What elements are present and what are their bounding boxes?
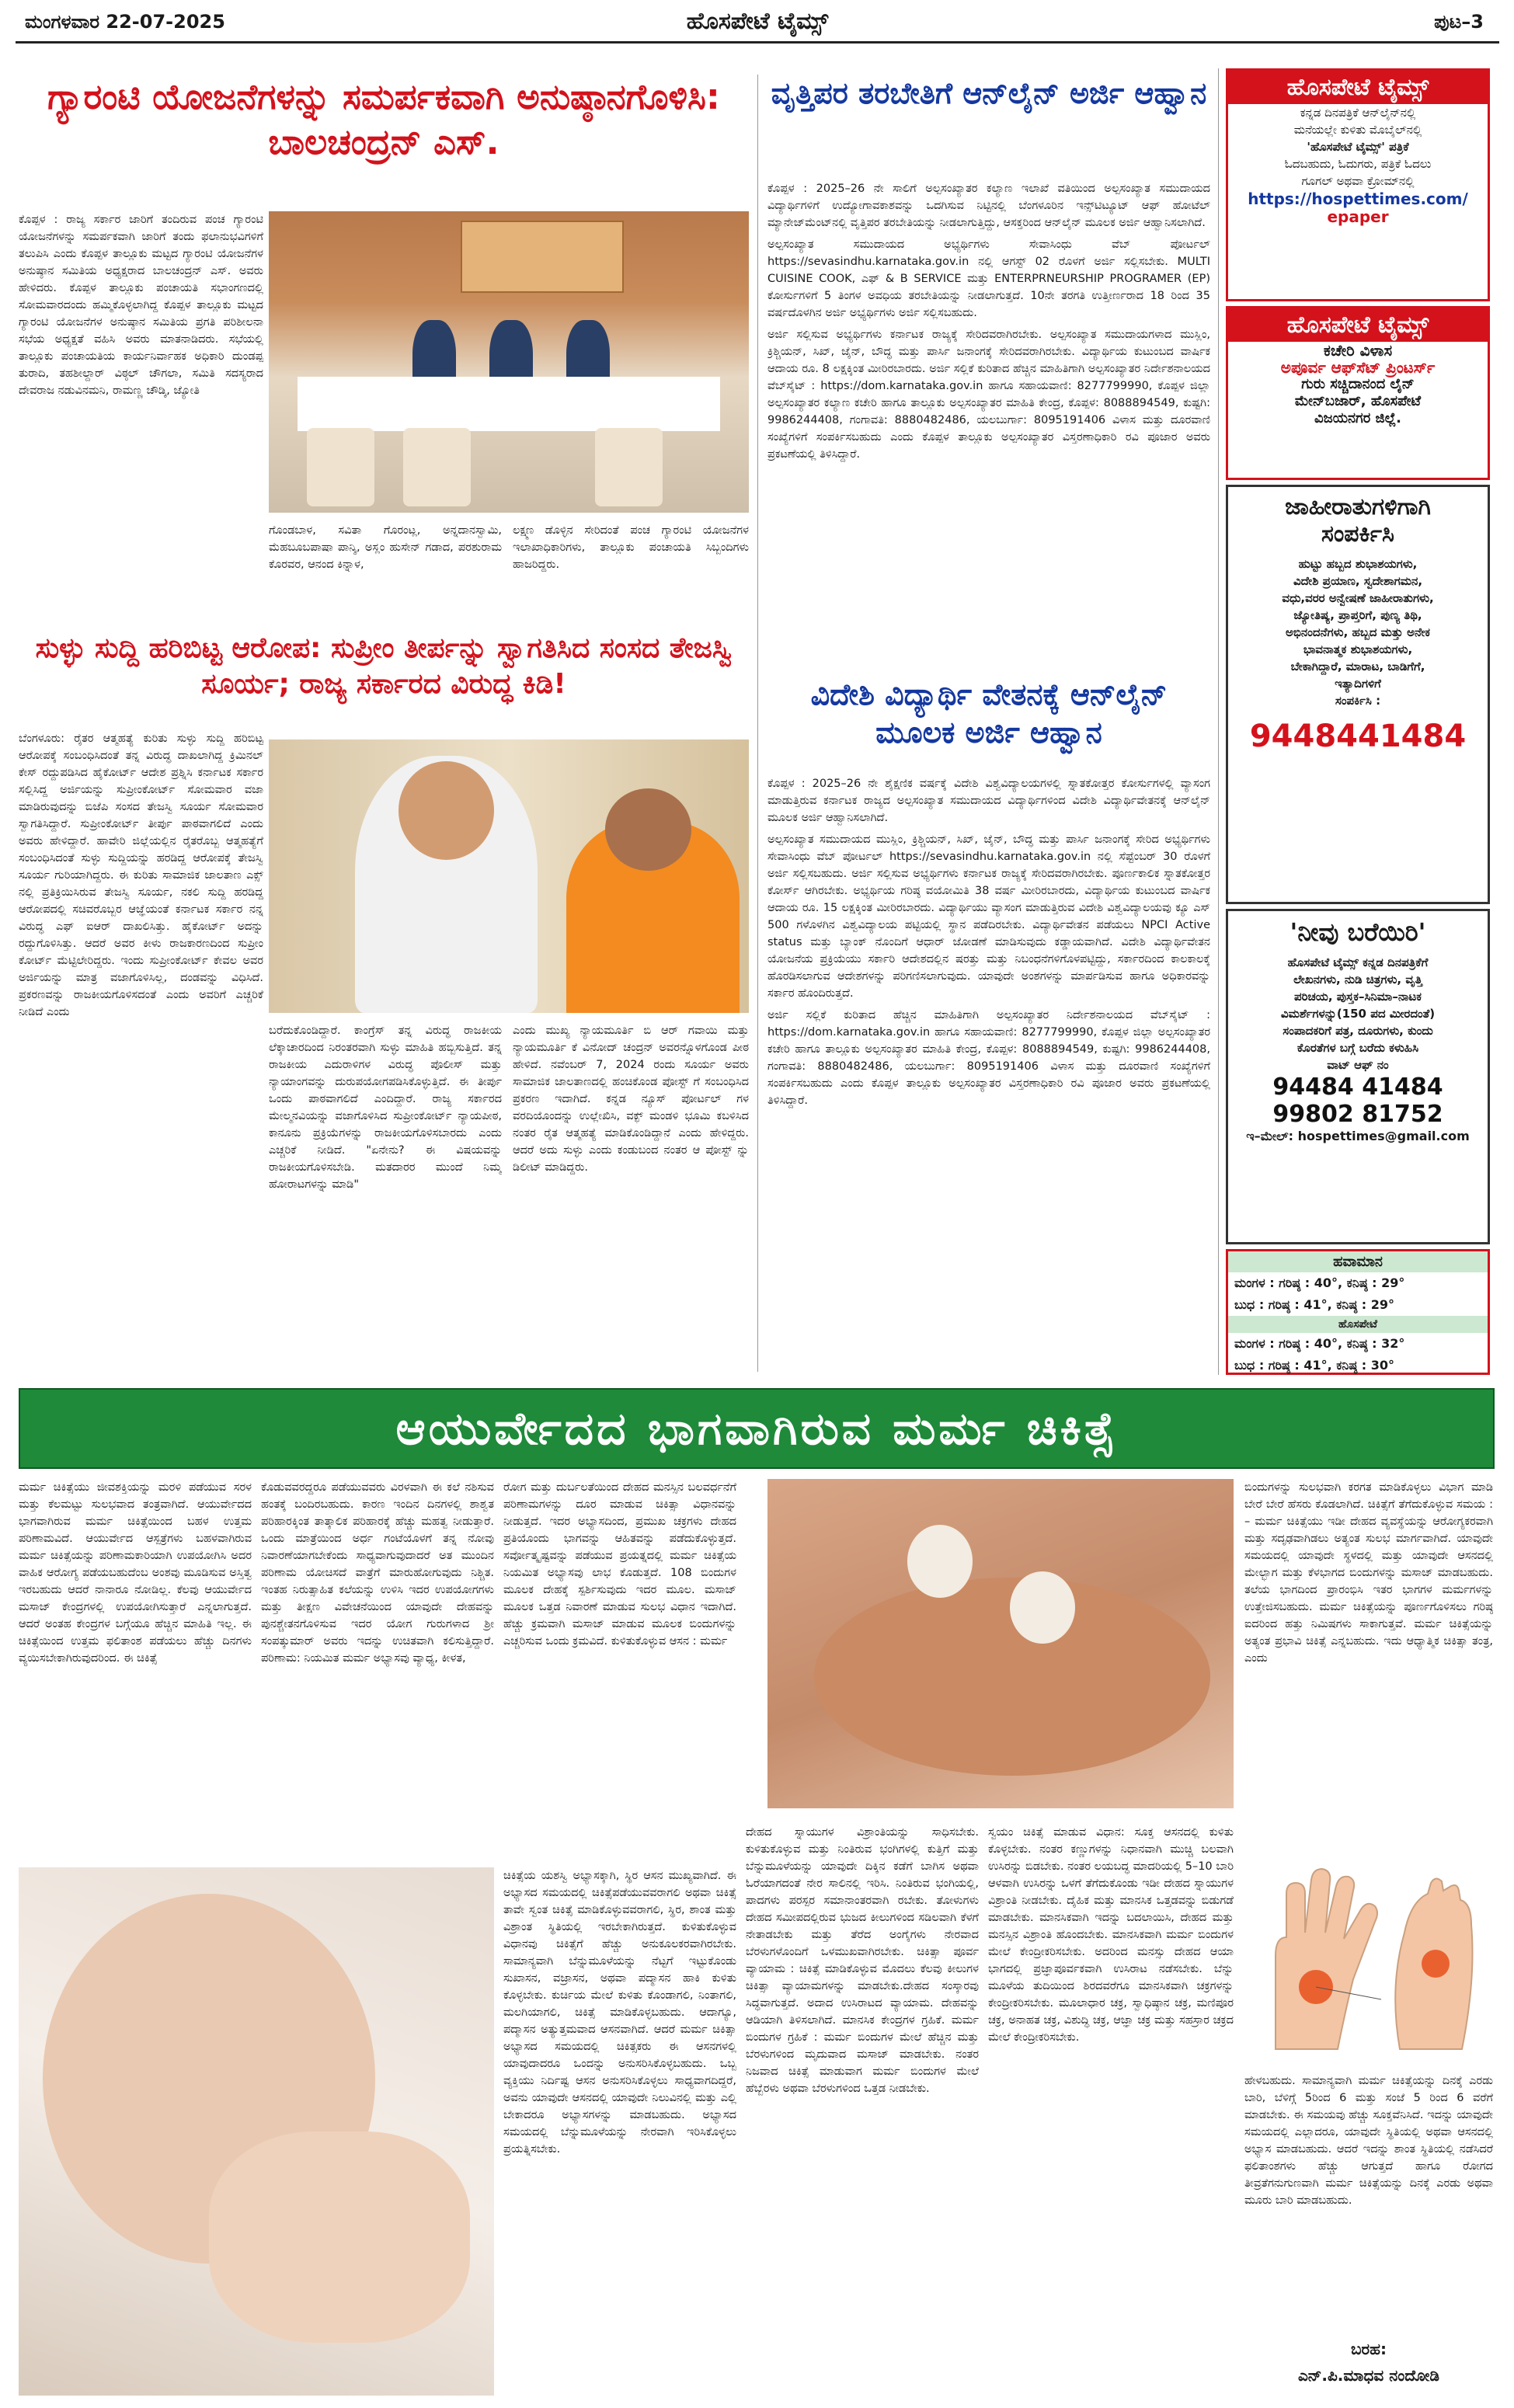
article2-col2: ಬರೆದುಕೊಂಡಿದ್ದಾರೆ. ಕಾಂಗ್ರೆಸ್ ತನ್ನ ವಿರುದ್ಧ ರಾಜಕೀಯ ಲೆಕ್ಕಾಚಾರದಿಂದ ನಿರಂತರವಾಗಿ ಸುಳ್ಳು ಮಾಹಿತಿ ಹಬ್ಬಿಸುತ್ತಿದೆ. ತನ್ನ ರಾಜಕೀಯ ಎದುರಾಳಿಗಳ ವಿರುದ್ಧ ಪೊಲೀಸ್ ಮತ್ತು ನ್ಯಾಯಾಂಗವನ್ನು ದುರುಪಯೋಗಪಡಿಸಿಕೊಳ್ಳುತ್ತಿದೆ. ಈ ತೀರ್ಪು ಒಂದು ಪಾಠವಾಗಲಿದೆ ಎಂದಿದ್ದಾರೆ. ರಾಜ್ಯ ಸರ್ಕಾರದ ಮೇಲ್ಮನವಿಯನ್ನು ವಜಾಗೊಳಿಸಿದ ಸುಪ್ರೀಂಕೋರ್ಟ್ ನ್ಯಾಯಪೀಠ, ಕಾನೂನು ಪ್ರಕ್ರಿಯೆಗಳನ್ನು ರಾಜಕೀಯಗೊಳಿಸಬಾರದು ಎಂದು ಎಚ್ಚರಿಕೆ ನೀಡಿದೆ. "ಏನೇನು? ಈ ವಿಷಯವನ್ನು ರಾಜಕೀಯಗೊಳಿಸಬೇಡಿ. ಮತದಾರರ ಮುಂದೆ ನಿಮ್ಮ ಹೋರಾಟಗಳನ್ನು ಮಾಡಿ": [269, 1025, 502, 1191]
office-line: ಕಚೇರಿ ವಿಳಾಸ: [1323, 341, 1393, 360]
article1-headline: ಗ್ಯಾರಂಟಿ ಯೋಜನೆಗಳನ್ನು ಸಮರ್ಪಕವಾಗಿ ಅನುಷ್ಠಾನಗೊಳಿಸಿ: ಬಾಲಚಂದ್ರನ್ ಎಸ್.: [47, 76, 720, 162]
weather-koppal-tue: ಮಂಗಳ : ಗರಿಷ್ಠ : 40°, ಕನಿಷ್ಠ : 29°: [1234, 1275, 1405, 1290]
mp-photo: [269, 739, 749, 1013]
weather-koppal-wed: ಬುಧ : ಗರಿಷ್ಠ : 41°, ಕನಿಷ್ಠ : 29°: [1234, 1297, 1395, 1312]
byline-label: ಬರಹ:: [1351, 2340, 1387, 2358]
article1-col3: ಲಕ್ಷ್ಮಣ ಡೊಳ್ಳಿನ ಸೇರಿದಂತೆ ಪಂಚ ಗ್ಯಾರಂಟಿ ಯೋಜನೆಗಳ ಇಲಾಖಾಧಿಕಾರಿಗಳು, ತಾಲ್ಲೂಕು ಪಂಚಾಯತಿ ಸಿಬ್ಬಂದಿಗಳು ಹಾಜರಿದ್ದರು.: [513, 524, 749, 571]
weather-title: ಹವಾಮಾನ: [1228, 1251, 1488, 1272]
article4-paragraph: ಕೊಪ್ಪಳ : 2025–26 ನೇ ಶೈಕ್ಷಣಿಕ ವರ್ಷಕ್ಕೆ ವಿದೇಶಿ ವಿಶ್ವವಿದ್ಯಾಲಯಗಳಲ್ಲಿ ಸ್ನಾತಕೋತ್ತರ ಕೋರ್ಸುಗಳಲ್ಲಿ ವ್ಯಾಸಂಗ ಮಾಡುತ್ತಿರುವ ಕರ್ನಾಟಕ ರಾಜ್ಯದ ಅಲ್ಪಸಂಖ್ಯಾತ ಸಮುದಾಯದ ವಿದ್ಯಾರ್ಥಿಗಳಿಂದ ವಿದೇಶಿ ವಿದ್ಯಾರ್ಥಿವೇತನಕ್ಕೆ ಆನ್‌ಲೈನ್ ಮೂಲಕ ಅರ್ಜಿ ಆಹ್ವಾನಿಸಲಾಗಿದೆ.: [767, 778, 1210, 824]
epaper-tag: epaper: [1327, 207, 1389, 226]
office-line: ಅಪೂರ್ವ ಆಫ್‌ಸೆಟ್ ಪ್ರಿಂಟರ್ಸ್: [1280, 358, 1436, 377]
feature-band: [19, 1388, 1495, 1469]
epaper-line: 'ಹೊಸಪೇಟೆ ಟೈಮ್ಸ್' ಪತ್ರಿಕೆ: [1307, 140, 1409, 154]
meeting-chair: [307, 428, 374, 506]
ads-box: [1226, 485, 1490, 904]
feature-col4: ಬಿಂದುಗಳನ್ನು ಸುಲಭವಾಗಿ ಕರಗತ ಮಾಡಿಕೊಳ್ಳಲು ವಿಭಾಗ ಮಾಡಿ ಬೇರೆ ಬೇರೆ ಹೆಸರು ಕೊಡಲಾಗಿದೆ. ಚಿಕಿತ್ಸೆಗೆ ತೆಗೆದುಕೊಳ್ಳುವ ಸಮಯ : – ಮರ್ಮ ಚಿಕಿತ್ಸೆಯು ಇಡೀ ದೇಹದ ವ್ಯವಸ್ಥೆಯನ್ನು ಆರೋಗ್ಯಕರವಾಗಿ ಮತ್ತು ಸದೃಢವಾಗಿಡಲು ಅತ್ಯಂತ ಸುಲಭ ಮಾರ್ಗವಾಗಿದೆ. ಯಾವುದೇ ಸಮಯದಲ್ಲಿ ಯಾವುದೇ ಸ್ಥಳದಲ್ಲಿ ಮತ್ತು ಯಾವುದೇ ಆಸನದಲ್ಲಿ ಮೇಲ್ಭಾಗ ಮತ್ತು ಕೆಳಭಾಗದ ಬಿಂದುಗಳನ್ನು ಮಸಾಜ್ ಮಾಡಬಹುದು. ತಲೆಯ ಭಾಗದಿಂದ ಪ್ರಾರಂಭಿಸಿ ಇತರ ಭಾಗಗಳ ಮರ್ಮಗಳನ್ನು ಉತ್ತೇಜಿಸಬಹುದು. ಮರ್ಮ ಚಿಕಿತ್ಸೆಯನ್ನು ಪೂರ್ಣಗೊಳಿಸಲು ಗರಿಷ್ಠ ಐದರಿಂದ ಹತ್ತು ನಿಮಿಷಗಳು ಸಾಕಾಗುತ್ತವೆ. ಮರ್ಮ ಚಿಕಿತ್ಸೆಯನ್ನು ಅತ್ಯಂತ ಪ್ರಭಾವಿ ಚಿಕಿತ್ಸೆ ಎನ್ನಬಹುದು. ಇದು ಆಧ್ಯಾತ್ಮಿಕ ಚಿಕಿತ್ಸಾ ತಂತ್ರ, ಎಂದು: [1244, 1481, 1493, 1665]
article1-col2: ಗೊಂಡಬಾಳ, ಸವಿತಾ ಗೊರಂಟ್ಲ, ಅನ್ನದಾನಸ್ವಾಮಿ, ಮೆಹಬೂಬಪಾಷಾ ಪಾನ್ಶಿ, ಅಸ್ಲಂ ಹುಸೇನ್ ಗಡಾದ, ಪರಶುರಾಮ ಕೊರವರ, ಆನಂದ ಕಿನ್ನಾಳ,: [269, 524, 502, 571]
ads-line: ಜ್ಯೋತಿಷ್ಯ, ಪ್ರಾಪ್ತರಿಗೆ, ಪುಣ್ಯ ತಿಥಿ,: [1293, 608, 1422, 622]
column-rule: [757, 75, 758, 1372]
epaper-link[interactable]: https://hospettimes.com/: [1248, 190, 1468, 208]
mp-face: [399, 761, 495, 860]
meeting-photo: [269, 211, 749, 513]
write-box: [1226, 909, 1490, 1244]
article3-headline: ವೃತ್ತಿಪರ ತರಬೇತಿಗೆ ಆನ್‌ಲೈನ್ ಅರ್ಜಿ ಆಹ್ವಾನ: [771, 76, 1207, 110]
marma-point: [1422, 1950, 1450, 1978]
article3-body: [767, 180, 1210, 668]
ads-line: ವಧು,ವರರ ಅನ್ವೇಷಣೆ ಜಾಹೀರಾತುಗಳು,: [1282, 591, 1434, 605]
office-line: ಮೇನ್‌ಬಜಾರ್, ಹೊಸಪೇಟೆ: [1294, 393, 1422, 409]
write-line: ಲೇಖನಗಳು, ನುಡಿ ಚಿತ್ರಗಳು, ವೃತ್ತಿ: [1293, 973, 1422, 987]
ads-line: ಅಭಿನಂದನೆಗಳು, ಹಬ್ಬದ ಮತ್ತು ಅನೇಕ: [1285, 625, 1431, 639]
write-line: ಹೊಸಪೇಟೆ ಟೈಮ್ಸ್ ಕನ್ನಡ ದಿನಪತ್ರಿಕೆಗೆ: [1287, 955, 1429, 969]
marma-points-photo: [1244, 1863, 1493, 2063]
epaper-line: ಗೂಗಲ್ ಅಥವಾ ಕ್ರೋಮ್‌ನಲ್ಲಿ: [1301, 174, 1415, 188]
hand-shape: [1276, 1869, 1377, 2049]
epaper-logo: ಹೊಸಪೇಟೆ ಟೈಮ್ಸ್: [1228, 71, 1488, 104]
feature-title: ಆಯುರ್ವೇದದ ಭಾಗವಾಗಿರುವ ಮರ್ಮ ಚಿಕಿತ್ಸೆ: [395, 1402, 1118, 1455]
ads-line: ಹುಟ್ಟು ಹಬ್ಬದ ಶುಭಾಶಯಗಳು,: [1298, 557, 1418, 571]
sidebar: [1226, 68, 1490, 1375]
meeting-table: [298, 377, 720, 431]
feature-col3-top: ರೋಗ ಮತ್ತು ದುರ್ಬಲತೆಯಿಂದ ದೇಹದ ಮನಸ್ಸಿನ ಬಲವರ್ಧನೆಗೆ ಪರಿಣಾಮಗಳನ್ನು ದೂರ ಮಾಡುವ ಚಿಕಿತ್ಸಾ ವಿಧಾನವನ್ನು ನೀಡುತ್ತದೆ. ಇದರ ಅಭ್ಯಾಸದಿಂದ, ಪ್ರಮುಖ ಚಕ್ರಗಳು ದೇಹದ ಪ್ರತಿಯೊಂದು ಭಾಗವನ್ನು ಆಹಿತವನ್ನು ಪಡೆದುಕೊಳ್ಳುತ್ತದೆ. ಸರ್ವೋತ್ಕೃಷ್ಟವನ್ನು ಪಡೆಯುವ ಪ್ರಯತ್ನದಲ್ಲಿ ಮರ್ಮ ಚಿಕಿತ್ಸೆಯ ನಿಯಮಿತ ಅಭ್ಯಾಸವು ಲಾಭ ಕೊಡುತ್ತದೆ. 108 ಬಿಂದುಗಳ ಮೂಲಕ ದೇಹಕ್ಕೆ ಸ್ಪರ್ಶಿಸುವುದು ಇದರ ಮೂಲ. ಮಸಾಜ್ ಮೂಲಕ ಒತ್ತಡ ನಿವಾರಣೆ ಮಾಡುವ ಸುಲಭ ವಿಧಾನ ಇದಾಗಿದೆ. ಹೆಚ್ಚು ಕ್ರಮವಾಗಿ ಮಸಾಜ್ ಮಾಡುವ ಮೂಲಕ ಬಿಂದುಗಳನ್ನು ಎಚ್ಚರಿಸುವ ಒಂದು ಕ್ರಮವಿದೆ. ಕುಳಿತುಕೊಳ್ಳುವ ಆಸನ : ಮರ್ಮ: [503, 1481, 736, 1648]
write-line: ವಿಮರ್ಶೆಗಳನ್ನು(150 ಪದ ಮೀರದಂತೆ): [1280, 1007, 1436, 1021]
epaper-box: [1226, 68, 1490, 301]
meeting-chair: [403, 428, 471, 506]
office-box: [1226, 306, 1490, 480]
article3-paragraph: ಕೊಪ್ಪಳ : 2025–26 ನೇ ಸಾಲಿಗೆ ಅಲ್ಪಸಂಖ್ಯಾತರ ಕಲ್ಯಾಣ ಇಲಾಖೆ ವತಿಯಿಂದ ಅಲ್ಪಸಂಖ್ಯಾತ ಸಮುದಾಯದ ವಿದ್ಯಾರ್ಥಿಗಳಿಗೆ ಉದ್ಯೋಗಾವಕಾಶವನ್ನು ಒದಗಿಸುವ ನಿಟ್ಟಿನಲ್ಲಿ ಬೆಂಗಳೂರಿನ ಇನ್ಸ್‌ಟಿಟ್ಯೂಟ್ ಆಫ್ ಹೋಟೆಲ್ ಮ್ಯಾನೇಜ್‌ಮೆಂಟ್‌ನಲ್ಲಿ ವೃತ್ತಿಪರ ತರಬೇತಿಯನ್ನು ನೀಡಲಾಗುತ್ತಿದ್ದು, ಆಸಕ್ತರಿಂದ ಆನ್‌ಲೈನ್ ಮೂಲಕ ಅರ್ಜಿ ಆಹ್ವಾನಿಸಲಾಗಿದೆ.: [767, 183, 1210, 229]
weather-box: [1226, 1249, 1490, 1375]
article4-paragraph: ಅಲ್ಪಸಂಖ್ಯಾತ ಸಮುದಾಯದ ಮುಸ್ಲಿಂ, ಕ್ರಿಶ್ಚಿಯನ್, ಸಿಖ್, ಜೈನ್, ಬೌದ್ಧ ಮತ್ತು ಪಾರ್ಸಿ ಜನಾಂಗಕ್ಕೆ ಸೇರಿದ ಅಭ್ಯರ್ಥಿಗಳು ಸೇವಾಸಿಂಧು ವೆಬ್ ಪೋರ್ಟಲ್ https://sevasindhu.karnataka.gov.in ನಲ್ಲಿ ಸೆಪ್ಟೆಂಬರ್ 30 ರೊಳಗೆ ಅರ್ಜಿ ಸಲ್ಲಿಸಬಹುದು. ಅರ್ಜಿ ಸಲ್ಲಿಸುವ ಅಭ್ಯರ್ಥಿಗಳು ಕರ್ನಾಟಕ ರಾಜ್ಯಕ್ಕೆ ಸೇರಿದವರಾಗಿರಬೇಕು. ಪೂರ್ಣಕಾಲಿಕ ಸ್ನಾತಕೋತ್ತರ ಕೋರ್ಸ್ ಆಗಿರಬೇಕು. ಅಭ್ಯರ್ಥಿಯ ಗರಿಷ್ಠ ವಯೋಮಿತಿ 38 ವರ್ಷ ಮೀರಿರಬಾರದು, ವಿದ್ಯಾರ್ಥಿಯ ಕುಟುಂಬದ ವಾರ್ಷಿಕ ಆದಾಯ ರೂ. 15 ಲಕ್ಷಕ್ಕಿಂತ ಮೀರಿರಬಾರದು. ವಿದ್ಯಾರ್ಥಿಯು ವ್ಯಾಸಂಗ ಮಾಡುತ್ತಿರುವ ವಿದೇಶಿ ವಿಶ್ವವಿದ್ಯಾಲಯವು ಕ್ಯೂ ಎಸ್ 500 ಗಳೊಳಗಿನ ವಿಶ್ವವಿದ್ಯಾಲಯ ಪಟ್ಟಿಯಲ್ಲಿ ಸ್ಥಾನ ಪಡೆದಿರಬೇಕು. ವಿದ್ಯಾರ್ಥಿವೇತನ ಪಡೆಯಲು NPCI Active status ಮತ್ತು ಬ್ಯಾಂಕ್ ನೊಂದಿಗೆ ಆಧಾರ್ ಜೋಡಣೆ ಮಾಡಿಸುವುದು ಕಡ್ಡಾಯವಾಗಿದೆ. ವಿದೇಶಿ ವಿದ್ಯಾರ್ಥಿವೇತನ ಯೋಜನೆಯ ಪ್ರಕ್ರಿಯೆಯು ಸರ್ಕಾರಿ ಆದೇಶದಲ್ಲಿನ ಷರತ್ತು ಮತ್ತು ನಿಬಂಧನೆಗಳಿಗೊಳಪಟ್ಟಿದ್ದು, ಸರ್ಕಾರದಿಂದ ಕಾಲಕಾಲಕ್ಕೆ ಹೊರಡಿಸಲಾಗುವ ಆದೇಶಗಳನ್ನು ಪರಿಗಣಿಸಲಾಗುವುದು. ಯಾವುದೇ ಅಂಶಗಳನ್ನು ಮಾರ್ಪಡಿಸುವ ಹಾಗೂ ಅಧಿಕಾರವನ್ನು ಸರ್ಕಾರ ಹೊಂದಿರುತ್ತದೆ.: [767, 833, 1210, 1000]
issue-date: ಮಂಗಳವಾರ 22-07-2025: [25, 11, 225, 33]
office-line: ವಿಜಯನಗರ ಜಿಲ್ಲೆ.: [1314, 410, 1401, 426]
weather-hospet-tue: ಮಂಗಳ : ಗರಿಷ್ಠ : 40°, ಕನಿಷ್ಠ : 32°: [1234, 1336, 1405, 1351]
ads-line: ಸಂಪರ್ಕಿಸಿ :: [1335, 694, 1381, 708]
epaper-line: ಕನ್ನಡ ದಿನಪತ್ರಿಕೆ ಆನ್‌ಲೈನ್‌ನಲ್ಲಿ: [1300, 106, 1416, 120]
newspaper-title: ಹೊಸಪೇಟೆ ಟೈಮ್ಸ್: [686, 8, 829, 35]
feature-col2-top: ಕೊಡುವವರದ್ದರೂ ಪಡೆಯುವವರು ವಿರಳವಾಗಿ ಈ ಕಲೆ ನಶಿಸುವ ಹಂತಕ್ಕೆ ಬಂದಿರಬಹುದು. ಕಾರಣ ಇಂದಿನ ದಿನಗಳಲ್ಲಿ ಶಾಶ್ವತ ಪರಿಹಾರಕ್ಕಿಂತ ತಾತ್ಕಾಲಿಕ ಪರಿಹಾರಕ್ಕೆ ಹೆಚ್ಚು ಮಹತ್ವ ನೀಡುತ್ತಾರೆ. ಒಂದು ಮಾತ್ರೆಯಿಂದ ಅರ್ಧ ಗಂಟೆಯೊಳಗೆ ತನ್ನ ನೋವು ನಿವಾರಣೆಯಾಗಬೇಕೆಂದು ಸಾಧ್ಯವಾಗುವುದಾದರೆ ಅತ ಮುಂದಿನ ಪರಿಣಾಮ ಯೋಚಿಸದೆ ವಾತ್ರೆಗೆ ಮಾರುಹೋಗುವುದು ನಿಶ್ಚಿತ. ಇಂತಹ ನಿರುತ್ಸಾಹಿತ ಕಲೆಯನ್ನು ಉಳಿಸಿ ಇದರ ಉಪಯೋಗಗಳು ಮತ್ತು ತೀಕ್ಷಣ ವಿವೇಚನೆಯಿಂದ ಯಾವುದೇ ದೇಹವನ್ನು ಪುನಶ್ಚೇತನಗೊಳಿಸುವ ಇದರ ಯೋಗ ಗುರುಗಳಾದ ಶ್ರೀ ಸಂಪತ್ಕುಮಾರ್ ಅವರು ಇದನ್ನು ಉಚಿತವಾಗಿ ಕಲಿಸುತ್ತಿದ್ದಾರೆ. ಪರಿಣಾಮ: ನಿಯಮಿತ ಮರ್ಮ ಅಭ್ಯಾಸವು ವ್ಯಾಧ್ಯ, ಕೀಳತ,: [261, 1481, 494, 1665]
write-title: 'ನೀವು ಬರೆಯಿರಿ': [1290, 917, 1426, 947]
ads-line: ವಿದೇಶಿ ಪ್ರಯಾಣ, ಸ್ವದೇಶಾಗಮನ,: [1293, 574, 1423, 588]
feature-col4-section: ಸ್ವಯಂ ಚಿಕಿತ್ಸೆ ಮಾಡುವ ವಿಧಾನ: ಸೂಕ್ತ ಆಸನದಲ್ಲಿ ಕುಳಿತು ಕೊಳ್ಳಬೇಕು. ನಂತರ ಕಣ್ಣುಗಳನ್ನು ನಿಧಾನವಾಗಿ ಮುಚ್ಚಿ ಬಲವಾಗಿ ಉಸಿರನ್ನು ಬಿಡಬೇಕು. ನಂತರ ಲಯಬದ್ಧ ಮಾದರಿಯಲ್ಲಿ 5–10 ಬಾರಿ ಆಳವಾಗಿ ಉಸಿರನ್ನು ಒಳಗೆ ತೆಗೆದುಕೊಂಡು ಇಡೀ ದೇಹದ ಸ್ನಾಯುಗಳ ವಿಶ್ರಾಂತಿ ನೀಡಬೇಕು. ದೈಹಿಕ ಮತ್ತು ಮಾನಸಿಕ ಒತ್ತಡವನ್ನು ಬಿಡುಗಡೆ ಮಾಡಬೇಕು. ಮಾನಸಿಕವಾಗಿ ಇದನ್ನು ಬದಲಾಯಿಸಿ, ದೇಹದ ಮತ್ತು ಮನಸ್ಸಿನ ವಿಶ್ರಾಂತಿ ಹೊಂದಬೇಕು. ಮಾನಸಿಕವಾಗಿ ಮರ್ಮ ಬಿಂದುಗಳ ಮೇಲೆ ಕೇಂದ್ರೀಕರಿಸಬೇಕು. ಅದರಿಂದ ಮನಸ್ಸು ದೇಹದ ಆಯಾ ಭಾಗದಲ್ಲಿ ಪ್ರಜ್ಞಾಪೂರ್ವಕವಾಗಿ ಉಸಿರಾಟ ನಡೆಸಬೇಕು. ಬೆನ್ನು ಮೂಳೆಯ ತುದಿಯಿಂದ ಶಿರದವರೆಗೂ ಮಾನಸಿಕವಾಗಿ ಚಕ್ರಗಳನ್ನು ಕೇಂದ್ರೀಕರಿಸಬೇಕು. ಮೂಲಾಧಾರ ಚಕ್ರ, ಸ್ವಾಧಿಷ್ಠಾನ ಚಕ್ರ, ಮಣಿಪೂರ ಚಕ್ರ, ಅನಾಹತ ಚಕ್ರ, ವಿಶುದ್ಧಿ ಚಕ್ರ, ಆಜ್ಞಾ ಚಕ್ರ ಮತ್ತು ಸಹಸ್ರಾರ ಚಕ್ರದ ಮೇಲೆ ಕೇಂದ್ರೀಕರಿಸಬೇಕು.: [988, 1826, 1234, 2044]
second-face: [605, 788, 691, 871]
article2-col3: ಎಂದು ಮುಖ್ಯ ನ್ಯಾಯಮೂರ್ತಿ ಬಿ ಆರ್ ಗವಾಯಿ ಮತ್ತು ನ್ಯಾಯಮೂರ್ತಿ ಕೆ ವಿನೋದ್ ಚಂದ್ರನ್ ಅವರನ್ನೊಳಗೊಂಡ ಪೀಠ ಹೇಳಿದೆ. ನವೆಂಬರ್ 7, 2024 ರಂದು ಸೂರ್ಯ ಅವರು ಸಾಮಾಜಿಕ ಜಾಲತಾಣದಲ್ಲಿ ಹಂಚಿಕೊಂಡ ಪೋಸ್ಟ್ ಗೆ ಸಂಬಂಧಿಸಿದ ಪ್ರಕರಣ ಇದಾಗಿದೆ. ಕನ್ನಡ ನ್ಯೂಸ್ ಪೋರ್ಟಲ್ ಗಳ ವರದಿಯೊಂದನ್ನು ಉಲ್ಲೇಖಿಸಿ, ವಕ್ಫ್ ಮಂಡಳಿ ಭೂಮಿ ಕಬಳಿಸಿದ ನಂತರ ರೈತ ಆತ್ಮಹತ್ಯೆ ಮಾಡಿಕೊಂಡಿದ್ದಾನೆ ಎಂದು ಹೇಳಿದ್ದರು. ಆದರೆ ಅದು ಸುಳ್ಳು ಎಂದು ಕಂಡುಬಂದ ನಂತರ ಆ ಪೋಸ್ಟ್ ನ್ನು ಡಿಲೀಟ್ ಮಾಡಿದ್ದರು.: [513, 1025, 749, 1174]
ads-title: ಜಾಹೀರಾತುಗಳಿಗಾಗಿ: [1285, 493, 1431, 520]
herbal-bundle: [907, 1525, 973, 1597]
article1-col1: ಕೊಪ್ಪಳ : ರಾಜ್ಯ ಸರ್ಕಾರ ಜಾರಿಗೆ ತಂದಿರುವ ಪಂಚ ಗ್ಯಾರಂಟಿ ಯೋಜನೆಗಳನ್ನು ಸಮರ್ಪಕವಾಗಿ ಜಾರಿಗೆ ತಂದು ಫಲಾನುಭವಿಗಳಿಗೆ ತಲುಪಿಸಿ ಎಂದು ಕೊಪ್ಪಳ ತಾಲ್ಲೂಕು ಮಟ್ಟದ ಗ್ಯಾರಂಟಿ ಯೋಜನೆಗಳ ಅನುಷ್ಠಾನ ಸಮಿತಿಯ ಅಧ್ಯಕ್ಷರಾದ ಬಾಲಚಂದ್ರನ್ ಎಸ್. ಅವರು ಹೇಳಿದರು. ಕೊಪ್ಪಳ ತಾಲ್ಲೂಕು ಪಂಚಾಯತಿ ಸಭಾಂಗಣದಲ್ಲಿ ಸೋಮವಾರದಂದು ಹಮ್ಮಿಕೊಳ್ಳಲಾಗಿದ್ದ ಕೊಪ್ಪಳ ತಾಲ್ಲೂಕು ಮಟ್ಟದ ಗ್ಯಾರಂಟಿ ಯೋಜನೆಗಳ ಅನುಷ್ಠಾನ ಸಮಿತಿಯ ಪ್ರಗತಿ ಪರಿಶೀಲನಾ ಸಭೆಯ ಅಧ್ಯಕ್ಷತೆ ವಹಿಸಿ ಅವರು ಮಾತನಾಡಿದರು. ಸಭೆಯಲ್ಲಿ ತಾಲ್ಲೂಕು ಪಂಚಾಯತಿಯ ಕಾರ್ಯನಿರ್ವಾಹಕ ಅಧಿಕಾರಿ ದುಂಡಪ್ಪ ತುರಾದಿ, ತಹಶೀಲ್ದಾರ್ ವಿಠ್ಠಲ್ ಚೌಗಲಾ, ಸಮಿತಿ ಸದಸ್ಯರಾದ ದೇವರಾಜ ನಡುವಿನಮನಿ, ರಾಮಣ್ಣ ಚೌಡ್ಕಿ, ಜ್ಯೋತಿ: [19, 214, 263, 397]
write-line: ಸಂಪಾದಕರಿಗೆ ಪತ್ರ, ದೂರುಗಳು, ಕುಂದು: [1283, 1024, 1433, 1038]
article4-headline: ವಿದೇಶಿ ವಿದ್ಯಾರ್ಥಿ ವೇತನಕ್ಕೆ ಆನ್‌ಲೈನ್ ಮೂಲಕ ಅರ್ಜಿ ಆಹ್ವಾನ: [810, 677, 1168, 750]
article3-paragraph: ಅರ್ಜಿ ಸಲ್ಲಿಸುವ ಅಭ್ಯರ್ಥಿಗಳು ಕರ್ನಾಟಕ ರಾಜ್ಯಕ್ಕೆ ಸೇರಿದವರಾಗಿರಬೇಕು. ಅಲ್ಪಸಂಖ್ಯಾತ ಸಮುದಾಯಗಳಾದ ಮುಸ್ಲಿಂ, ಕ್ರಿಶ್ಚಿಯನ್, ಸಿಖ್, ಜೈನ್, ಬೌದ್ಧ ಮತ್ತು ಪಾರ್ಸಿ ಜನಾಂಗಕ್ಕೆ ಸೇರಿದವರಾಗಿರಬೇಕು. ವಿದ್ಯಾರ್ಥಿಯ ಕುಟುಂಬದ ವಾರ್ಷಿಕ ಆದಾಯ ರೂ. 8 ಲಕ್ಷಕ್ಕಿಂತ ಮೀರಿರಬಾರದು. ಅರ್ಜಿ ಸಲ್ಲಿಕೆ ಕುರಿತಾದ ಹೆಚ್ಚಿನ ಮಾಹಿತಿಗಾಗಿ ಅಲ್ಪಸಂಖ್ಯಾತರ ನಿರ್ದೇಶನಾಲಯದ ವೆಬ್‌ಸೈಟ್ : https://dom.karnataka.gov.in ಹಾಗೂ ಸಹಾಯವಾಣಿ: 8277799990, ಕೊಪ್ಪಳ ಜಿಲ್ಲಾ ಅಲ್ಪಸಂಖ್ಯಾತರ ಕಲ್ಯಾಣ ಕಚೇರಿ ಹಾಗೂ ತಾಲ್ಲೂಕು ಅಲ್ಪಸಂಖ್ಯಾತರ ಮಾಹಿತಿ ಕೇಂದ್ರ, ಕೊಪ್ಪಳ: 8088894549, ಕುಷ್ಟಗಿ: 9986244408, ಗಂಗಾವತಿ: 8880482486, ಯಲಬುರ್ಗಾ: 8095191406 ವಿಳಾಸ ಮತ್ತು ದೂರವಾಣಿ ಸಂಖ್ಯೆಗಳಿಗೆ ಸಂಪರ್ಕಿಸಬಹುದು ಎಂದು ಕೊಪ್ಪಳ ತಾಲ್ಲೂಕು ಅಲ್ಪಸಂಖ್ಯಾತರ ವಿಸ್ತರಣಾಧಿಕಾರಿ ರವಿ ಪೂಜಾರ ಅವರು ಪ್ರಕಟಣೆಯಲ್ಲಿ ತಿಳಿಸಿದ್ದಾರೆ.: [767, 329, 1210, 461]
office-logo: ಹೊಸಪೇಟೆ ಟೈಮ್ಸ್: [1228, 308, 1488, 342]
write-line: ಪರಿಚಯ, ಪುಸ್ತಕ–ಸಿನಿಮಾ–ನಾಟಕ: [1293, 990, 1422, 1004]
feature-col2-bottom: ಚಿಕಿತ್ಸೆಯ ಯಶಸ್ವಿ ಅಭ್ಯಾಸಕ್ಕಾಗಿ, ಸ್ಥಿರ ಆಸನ ಮುಖ್ಯವಾಗಿದೆ. ಈ ಅಭ್ಯಾಸದ ಸಮಯದಲ್ಲಿ ಚಿಕಿತ್ಸೆಪಡೆಯುವವರಾಗಲಿ ಅಥವಾ ಚಿಕಿತ್ಸೆ ತಾವೇ ಸ್ವಂತ ಚಿಕಿತ್ಸೆ ಮಾಡಿಕೊಳ್ಳುವವರಾಗಲಿ, ಸ್ಥಿರ, ಶಾಂತ ಮತ್ತು ವಿಶ್ರಾಂತ ಸ್ಥಿತಿಯಲ್ಲಿ ಇರಬೇಕಾಗಿರುತ್ತದೆ. ಕುಳಿತುಕೊಳ್ಳುವ ವಿಧಾನವು ಚಿಕಿತ್ಸೆಗೆ ಹೆಚ್ಚು ಅನುಕೂಲಕರವಾಗಿರಬೇಕು. ಸಾಮಾನ್ಯವಾಗಿ ಬೆನ್ನುಮೂಳೆಯನ್ನು ನೆಟ್ಟಗೆ ಇಟ್ಟುಕೊಂಡು ಸುಖಾಸನ, ವಜ್ರಾಸನ, ಅಥವಾ ಪದ್ಮಾಸನ ಹಾಕಿ ಕುಳಿತು ಕೊಳ್ಳಬೇಕು. ಕುರ್ಚಿಯ ಮೇಲೆ ಕುಳಿತು ಕೊಂಡಾಗಲಿ, ನಿಂತಾಗಲಿ, ಮಲಗಿಯಾಗಲಿ, ಚಿಕಿತ್ಸೆ ಮಾಡಿಕೊಳ್ಳಬಹುದು. ಆದಾಗ್ಯೂ, ಪದ್ಮಾಸನ ಅತ್ಯುತ್ತಮವಾದ ಆಸನವಾಗಿದೆ. ಆದರೆ ಮರ್ಮ ಚಿಕಿತ್ಸಾ ಅಭ್ಯಾಸದ ಸಮಯದಲ್ಲಿ ಚಿಕಿತ್ಸಕರು ಈ ಆಸನಗಳಲ್ಲಿ ಯಾವುದಾದರೂ ಒಂದನ್ನು ಅನುಸರಿಸಿಕೊಳ್ಳಬಹುದು. ಒಬ್ಬ ವ್ಯಕ್ತಿಯು ನಿರ್ದಿಷ್ಟ ಆಸನ ಅನುಸರಿಸಿಕೊಳ್ಳಲು ಸಾಧ್ಯವಾಗದಿದ್ದರೆ, ಅವನು ಯಾವುದೇ ಆಸನದಲ್ಲಿ ಯಾವುದೇ ನಿಲುವಿನಲ್ಲಿ ಮತ್ತು ಎಲ್ಲಿ ಬೇಕಾದರೂ ಅಭ್ಯಾಸಗಳನ್ನು ಮಾಡಬಹುದು. ಅಭ್ಯಾಸದ ಸಮಯದಲ್ಲಿ ಬೆನ್ನುಮೂಳೆಯನ್ನು ನೇರವಾಗಿ ಇರಿಸಿಕೊಳ್ಳಲು ಪ್ರಯತ್ನಿಸಬೇಕು.: [503, 1870, 736, 2156]
article2-col1: ಬೆಂಗಳೂರು: ರೈತರ ಆತ್ಮಹತ್ಯೆ ಕುರಿತು ಸುಳ್ಳು ಸುದ್ದಿ ಹರಿಬಿಟ್ಟ ಆರೋಪಕ್ಕೆ ಸಂಬಂಧಿಸಿದಂತೆ ತನ್ನ ವಿರುದ್ಧ ದಾಖಲಾಗಿದ್ದ ಕ್ರಿಮಿನಲ್ ಕೇಸ್ ರದ್ದುಪಡಿಸಿದ ಹೈಕೋರ್ಟ್ ಆದೇಶ ಪ್ರಶ್ನಿಸಿ ಕರ್ನಾಟಕ ಸರ್ಕಾರ ಸಲ್ಲಿಸಿದ್ದ ಅರ್ಜಿಯನ್ನು ಸುಪ್ರೀಂಕೋರ್ಟ್ ಸೋಮವಾರ ವಜಾ ಮಾಡಿರುವುದನ್ನು ಬಿಜೆಪಿ ಸಂಸದ ತೇಜಸ್ವಿ ಸೂರ್ಯ ಸೋಮವಾರ ಸ್ವಾಗತಿಸಿದ್ದಾರೆ. ಸುಪ್ರೀಂಕೋರ್ಟ್ ತೀರ್ಪು ಪಾಠವಾಗಲಿದೆ ಎಂದು ಅವರು ಹೇಳಿದ್ದಾರೆ. ಹಾವೇರಿ ಜಿಲ್ಲೆಯಲ್ಲಿನ ರೈತರೊಬ್ಬ ಆತ್ಮಹತ್ಯೆಗೆ ಸಂಬಂಧಿಸಿದಂತೆ ಸುಳ್ಳು ಸುದ್ದಿಯನ್ನು ಹರಡಿದ್ದ ಆರೋಪಕ್ಕೆ ತೇಜಸ್ವಿ ಸೂರ್ಯ ಗುರಿಯಾಗಿದ್ದರು. ಈ ಕುರಿತು ಸಾಮಾಜಿಕ ಜಾಲತಾಣ ಎಕ್ಸ್ ನಲ್ಲಿ ಪ್ರತಿಕ್ರಿಯಿಸಿರುವ ತೇಜಸ್ವಿ ಸೂರ್ಯ, ನಕಲಿ ಸುದ್ದಿ ಹರಡಿದ್ದ ಆರೋಪದಲ್ಲಿ ಸಚಿವರೊಬ್ಬರ ಆಜ್ಞೆಯಂತೆ ಕರ್ನಾಟಕ ಸರ್ಕಾರ ನನ್ನ ವಿರುದ್ಧ ಎಫ್ ಐಆರ್ ದಾಖಲಿಸಿತ್ತು. ಹೈಕೋರ್ಟ್ ಅದನ್ನು ರದ್ದುಗೊಳಿಸಿತ್ತು. ಆದರೆ ಅವರ ಕೀಳು ರಾಜಕಾರಣದಿಂದ ಸುಪ್ರೀಂ ಕೋರ್ಟ್ ಮೆಟ್ಟಿಲೇರಿದ್ದರು. ಇಂದು ಸುಪ್ರೀಂಕೋರ್ಟ್ ಕೇವಲ ಅವರ ಅರ್ಜಿಯನ್ನು ಮಾತ್ರ ವಜಾಗೊಳಿಸಿಲ್ಲ, ದಂಡವನ್ನು ವಿಧಿಸಿದೆ. ಪ್ರಕರಣವನ್ನು ರಾಜಕೀಯಗೊಳಿಸದಂತೆ ಎಂದು ಅವರಿಗೆ ಎಚ್ಚರಿಕೆ ನೀಡಿದೆ ಎಂದು: [19, 732, 263, 1018]
column-rule: [1218, 68, 1219, 1375]
ads-line: ಭಾವನಾತ್ಮಕ ಶುಭಾಶಯಗಳು,: [1303, 642, 1413, 656]
ads-line: ಬೇಕಾಗಿದ್ದಾರೆ, ಮಾರಾಟ, ಬಾಡಿಗೆಗೆ,: [1290, 659, 1425, 673]
ads-line: ಇತ್ಯಾದಿಗಳಿಗೆ: [1335, 677, 1381, 691]
write-phone: 99802 81752: [1272, 1101, 1443, 1128]
feature-col5-bottom: ಹೇಳಬಹುದು. ಸಾಮಾನ್ಯವಾಗಿ ಮರ್ಮ ಚಿಕಿತ್ಸೆಯನ್ನು ದಿನಕ್ಕೆ ಎರಡು ಬಾರಿ, ಬೆಳಿಗ್ಗೆ 5ರಿಂದ 6 ಮತ್ತು ಸಂಜೆ 5 ರಿಂದ 6 ವರೆಗೆ ಮಾಡಬೇಕು. ಈ ಸಮಯವು ಹೆಚ್ಚು ಸೂಕ್ತವೆನಿಸಿದೆ. ಇದನ್ನು ಯಾವುದೇ ಸಮಯದಲ್ಲಿ ಎಲ್ಲಾದರೂ, ಯಾವುದೇ ಸ್ಥಿತಿಯಲ್ಲಿ ಅಥವಾ ಆಸನದಲ್ಲಿ ಅಭ್ಯಾಸ ಮಾಡಬಹುದು. ಆದರೆ ಇದನ್ನು ಶಾಂತ ಸ್ಥಿತಿಯಲ್ಲಿ ನಡೆಸಿದರೆ ಫಲಿತಾಂಶಗಳು ಹೆಚ್ಚು ಆಗುತ್ತದೆ ಹಾಗೂ ರೋಗದ ತೀವ್ರತೆಗನುಗುಣವಾಗಿ ಮರ್ಮ ಚಿಕಿತ್ಸೆಯನ್ನು ದಿನಕ್ಕೆ ಎರಡು ಅಥವಾ ಮೂರು ಬಾರಿ ಮಾಡಬಹುದು.: [1244, 2075, 1493, 2207]
write-phone: 94484 41484: [1272, 1074, 1443, 1101]
byline-name: ಎನ್.ಪಿ.ಮಾಧವ ನಂದೋಡಿ: [1297, 2366, 1440, 2385]
weather-hospet-wed: ಬುಧ : ಗರಿಷ್ಠ : 41°, ಕನಿಷ್ಠ : 30°: [1234, 1358, 1395, 1373]
face-massage-photo: [19, 1867, 494, 2396]
massage-photo: [767, 1479, 1234, 1808]
office-line: ಗುರು ಸಚ್ಚಿದಾನಂದ ಲೈನ್: [1301, 376, 1415, 392]
meeting-photo-banner: [461, 221, 624, 293]
write-line: ವಾಟ್ ಆಫ್ ನಂ: [1327, 1058, 1389, 1072]
article4-paragraph: ಅರ್ಜಿ ಸಲ್ಲಿಕೆ ಕುರಿತಾದ ಹೆಚ್ಚಿನ ಮಾಹಿತಿಗಾಗಿ ಅಲ್ಪಸಂಖ್ಯಾತರ ನಿರ್ದೇಶನಾಲಯದ ವೆಬ್‌ಸೈಟ್ : https://dom.karnataka.gov.in ಹಾಗೂ ಸಹಾಯವಾಣಿ: 8277799990, ಕೊಪ್ಪಳ ಜಿಲ್ಲಾ ಅಲ್ಪಸಂಖ್ಯಾತರ ಕಚೇರಿ ಹಾಗೂ ತಾಲ್ಲೂಕು ಅಲ್ಪಸಂಖ್ಯಾತರ ಮಾಹಿತಿ ಕೇಂದ್ರ, ಕೊಪ್ಪಳ: 8088894549, ಕುಷ್ಟಗಿ: 9986244408, ಗಂಗಾವತಿ: 8880482486, ಯಲಬುರ್ಗಾ: 8095191406 ವಿಳಾಸ ಮತ್ತು ದೂರವಾಣಿ ಸಂಖ್ಯೆಗಳಿಗೆ ಸಂಪರ್ಕಿಸಬಹುದು ಎಂದು ಕೊಪ್ಪಳ ತಾಲ್ಲೂಕು ಅಲ್ಪಸಂಖ್ಯಾತರ ವಿಸ್ತರಣಾಧಿಕಾರಿ ರವಿ ಪೂಜಾರ ಅವರು ಪ್ರಕಟಣೆಯಲ್ಲಿ ತಿಳಿಸಿದ್ದಾರೆ.: [767, 1009, 1210, 1107]
epaper-line: ಮನೆಯಲ್ಲೇ ಕುಳಿತು ಮೊಬೈಲ್‌ನಲ್ಲಿ: [1293, 123, 1422, 137]
article2-headline: ಸುಳ್ಳು ಸುದ್ದಿ ಹರಿಬಿಟ್ಟ ಆರೋಪ: ಸುಪ್ರೀಂ ತೀರ್ಪನ್ನು ಸ್ವಾಗತಿಸಿದ ಸಂಸದ ತೇಜಸ್ವಿ ಸೂರ್ಯ; ರಾಜ್ಯ ಸರ್ಕಾರದ ವಿರುದ್ಧ ಕಿಡಿ!: [35, 632, 733, 701]
herbal-bundle: [1010, 1571, 1075, 1644]
article3-paragraph: ಅಲ್ಪಸಂಖ್ಯಾತ ಸಮುದಾಯದ ಅಭ್ಯರ್ಥಿಗಳು ಸೇವಾಸಿಂಧು ವೆಬ್ ಪೋರ್ಟಲ್ https://sevasindhu.karnataka.gov.in ನಲ್ಲಿ ಆಗಸ್ಟ್ 02 ರೊಳಗೆ ಅರ್ಜಿ ಸಲ್ಲಿಸಬೇಕು. MULTI CUISINE COOK, ಎಫ್ & B SERVICE ಮತ್ತು ENTERPRNEURSHIP PROGRAMER (EP) ಕೋರ್ಸುಗಳಿಗೆ 5 ತಿಂಗಳ ಅವಧಿಯ ತರಬೇತಿಯನ್ನು ನೀಡಲಾಗುತ್ತದೆ. 10ನೇ ತರಗತಿ ಉತ್ತೀರ್ಣರಾದ 18 ರಿಂದ 35 ವರ್ಷದೊಳಗಿನ ಅರ್ಜಿ ಅಭ್ಯರ್ಥಿಗಳು ಅರ್ಜಿ ಸಲ್ಲಿಸಬಹುದು.: [767, 238, 1210, 319]
page-number: ಪುಟ–3: [1434, 11, 1484, 33]
masthead: [16, 5, 1499, 43]
write-line: ಕೊರತೆಗಳ ಬಗ್ಗೆ ಬರೆದು ಕಳುಹಿಸಿ: [1296, 1041, 1419, 1055]
ads-subtitle: ಸಂಪರ್ಕಿಸಿ: [1321, 520, 1394, 548]
hand-foot-diagram: [1244, 1863, 1493, 2063]
meeting-chair: [595, 428, 663, 506]
weather-city: ಹೊಸಪೇಟೆ: [1228, 1316, 1488, 1333]
write-email: ಇ–ಮೇಲ್: hospettimes@gmail.com: [1246, 1129, 1470, 1143]
epaper-line: ಓದಬಹುದು, ಓದುಗರು, ಪತ್ರಿಕೆ ಓದಲು: [1284, 157, 1432, 171]
feature-col3-bottom: ದೇಹದ ಸ್ನಾಯುಗಳ ವಿಶ್ರಾಂತಿಯನ್ನು ಸಾಧಿಸಬೇಕು. ಕುಳಿತುಕೊಳ್ಳುವ ಮತ್ತು ನಿಂತಿರುವ ಭಂಗಿಗಳಲ್ಲಿ ಕುತ್ತಿಗೆ ಮತ್ತು ಬೆನ್ನುಮೂಳೆಯನ್ನು ಯಾವುದೇ ದಿಕ್ಕಿನ ಕಡೆಗೆ ಬಾಗಿಸ ಅಥವಾ ಓರೆಯಾಗದಂತೆ ನೇರ ಸಾಲಿನಲ್ಲಿ ಇರಿಸಿ. ನಿಂತಿರುವ ಭಂಗಿಯಲ್ಲಿ, ಪಾದಗಳು ಪರಸ್ಪರ ಸಮಾನಾಂತರವಾಗಿ ರಬೇಕು. ತೋಳುಗಳು ದೇಹದ ಸಮೀಪದಲ್ಲಿರುವ ಭುಜದ ಕೀಲುಗಳಿಂದ ಸಡಿಲವಾಗಿ ಕೆಳಗೆ ನೇತಾಡಬೇಕು ಮತ್ತು ತೆರೆದ ಅಂಗೈಗಳು ನೇರವಾದ ಬೆರಳುಗಳೊಂದಿಗೆ ಒಳಮುಖವಾಗಿರಬೇಕು. ಚಿಕಿತ್ಸಾ ಪೂರ್ವ ವ್ಯಾಯಾಮ : ಚಿಕಿತ್ಸೆ ಮಾಡಿಕೊಳ್ಳುವ ಮೊದಲು ಕೆಲವು ಕೀಲುಗಳ ಚಿಕಿತ್ಸಾ ವ್ಯಾಯಾಮಗಳನ್ನು ಮಾಡಬೇಕು.ದೇಹದ ಸಂಸ್ಕಾರವು ಸಿದ್ಧವಾಗುತ್ತದೆ. ಅದಾದ ಉಸಿರಾಟದ ವ್ಯಾಯಾಮ. ದೇಹವನ್ನು ಆಡಿಯಾಗಿ ತಿಳಿಸಲಾಗಿದೆ. ಮಾನಸಿಕ ಕೇಂದ್ರಗಳ ಗ್ರಹಿಕೆ. ಮರ್ಮ ಬಿಂದುಗಳ ಗ್ರಹಿಕೆ : ಮರ್ಮ ಬಿಂದುಗಳ ಮೇಲೆ ಹೆಚ್ಚಿನ ಮತ್ತು ಬೆರಳುಗಳಿಂದ ಮೃದುವಾದ ಮಸಾಜ್ ಮಾಡಬೇಕು. ನಂತರ ನಿಜವಾದ ಚಿಕಿತ್ಸೆ ಮಾಡುವಾಗ ಮರ್ಮ ಬಿಂದುಗಳ ಮೇಲೆ ಹೆಬ್ಬೆರಳು ಅಥವಾ ಬೆರಳುಗಳಿಂದ ಒತ್ತಡ ನೀಡಬೇಕು.: [746, 1826, 979, 2095]
ads-phone: 9448441484: [1249, 719, 1467, 754]
feature-col1-top: ಮರ್ಮ ಚಿಕಿತ್ಸೆಯು ಜೀವಶಕ್ತಿಯನ್ನು ಮರಳಿ ಪಡೆಯುವ ಸರಳ ಮತ್ತು ಕೆಲಮಟ್ಟು ಸುಲಭವಾದ ತಂತ್ರವಾಗಿದೆ. ಆಯುರ್ವೇದದ ಭಾಗವಾಗಿರುವ ಮರ್ಮ ಚಿಕಿತ್ಸೆಯಿಂದ ಬಹಳ ಉತ್ತಮ ಪರಿಣಾಮವಿದೆ. ಆಯುರ್ವೇದ ಆಸ್ಪತ್ರೆಗಳು ಬಹಳವಾಗಿರುವ ಮರ್ಮ ಚಿಕಿತ್ಸೆಯನ್ನು ಪರಿಣಾಮಕಾರಿಯಾಗಿ ಉಪಯೋಗಿಸಿ ಅದರ ವಾಹಿಕ ಆರೋಗ್ಯ ಪಡೆಯಬಹುದೆಂಬ ಅಂಶವು ಮೂಡಿಸುವ ಅಸ್ತಿತ್ವ ಇರಬಹುದು ಆದರೆ ನಾನಾರೂ ನೋಡಿಲ್ಲ. ಕೆಲವು ಆಯುರ್ವೇದ ಮಸಾಜ್ ಕೇಂದ್ರಗಳಲ್ಲಿ ಉಪಯೋಗಿಸುತ್ತಾರೆ ಎನ್ನಲಾಗುತ್ತದೆ. ಆದರೆ ಅಂತಹ ಕೇಂದ್ರಗಳ ಬಗ್ಗೆಯೂ ಹೆಚ್ಚಿನ ಮಾಹಿತಿ ಇಲ್ಲ. ಈ ಚಿಕಿತ್ಸೆಯಿಂದ ಉತ್ತಮ ಫಲಿತಾಂಶ ಪಡೆಯಲು ಹೆಚ್ಚು ದಿನಗಳು ವ್ಯಯಿಸಬೇಕಾಗಿರುವುದರಿಂದ. ಈ ಚಿಕಿತ್ಸೆ: [19, 1481, 252, 1665]
hand: [209, 2131, 471, 2343]
article4-body: [767, 775, 1210, 1369]
